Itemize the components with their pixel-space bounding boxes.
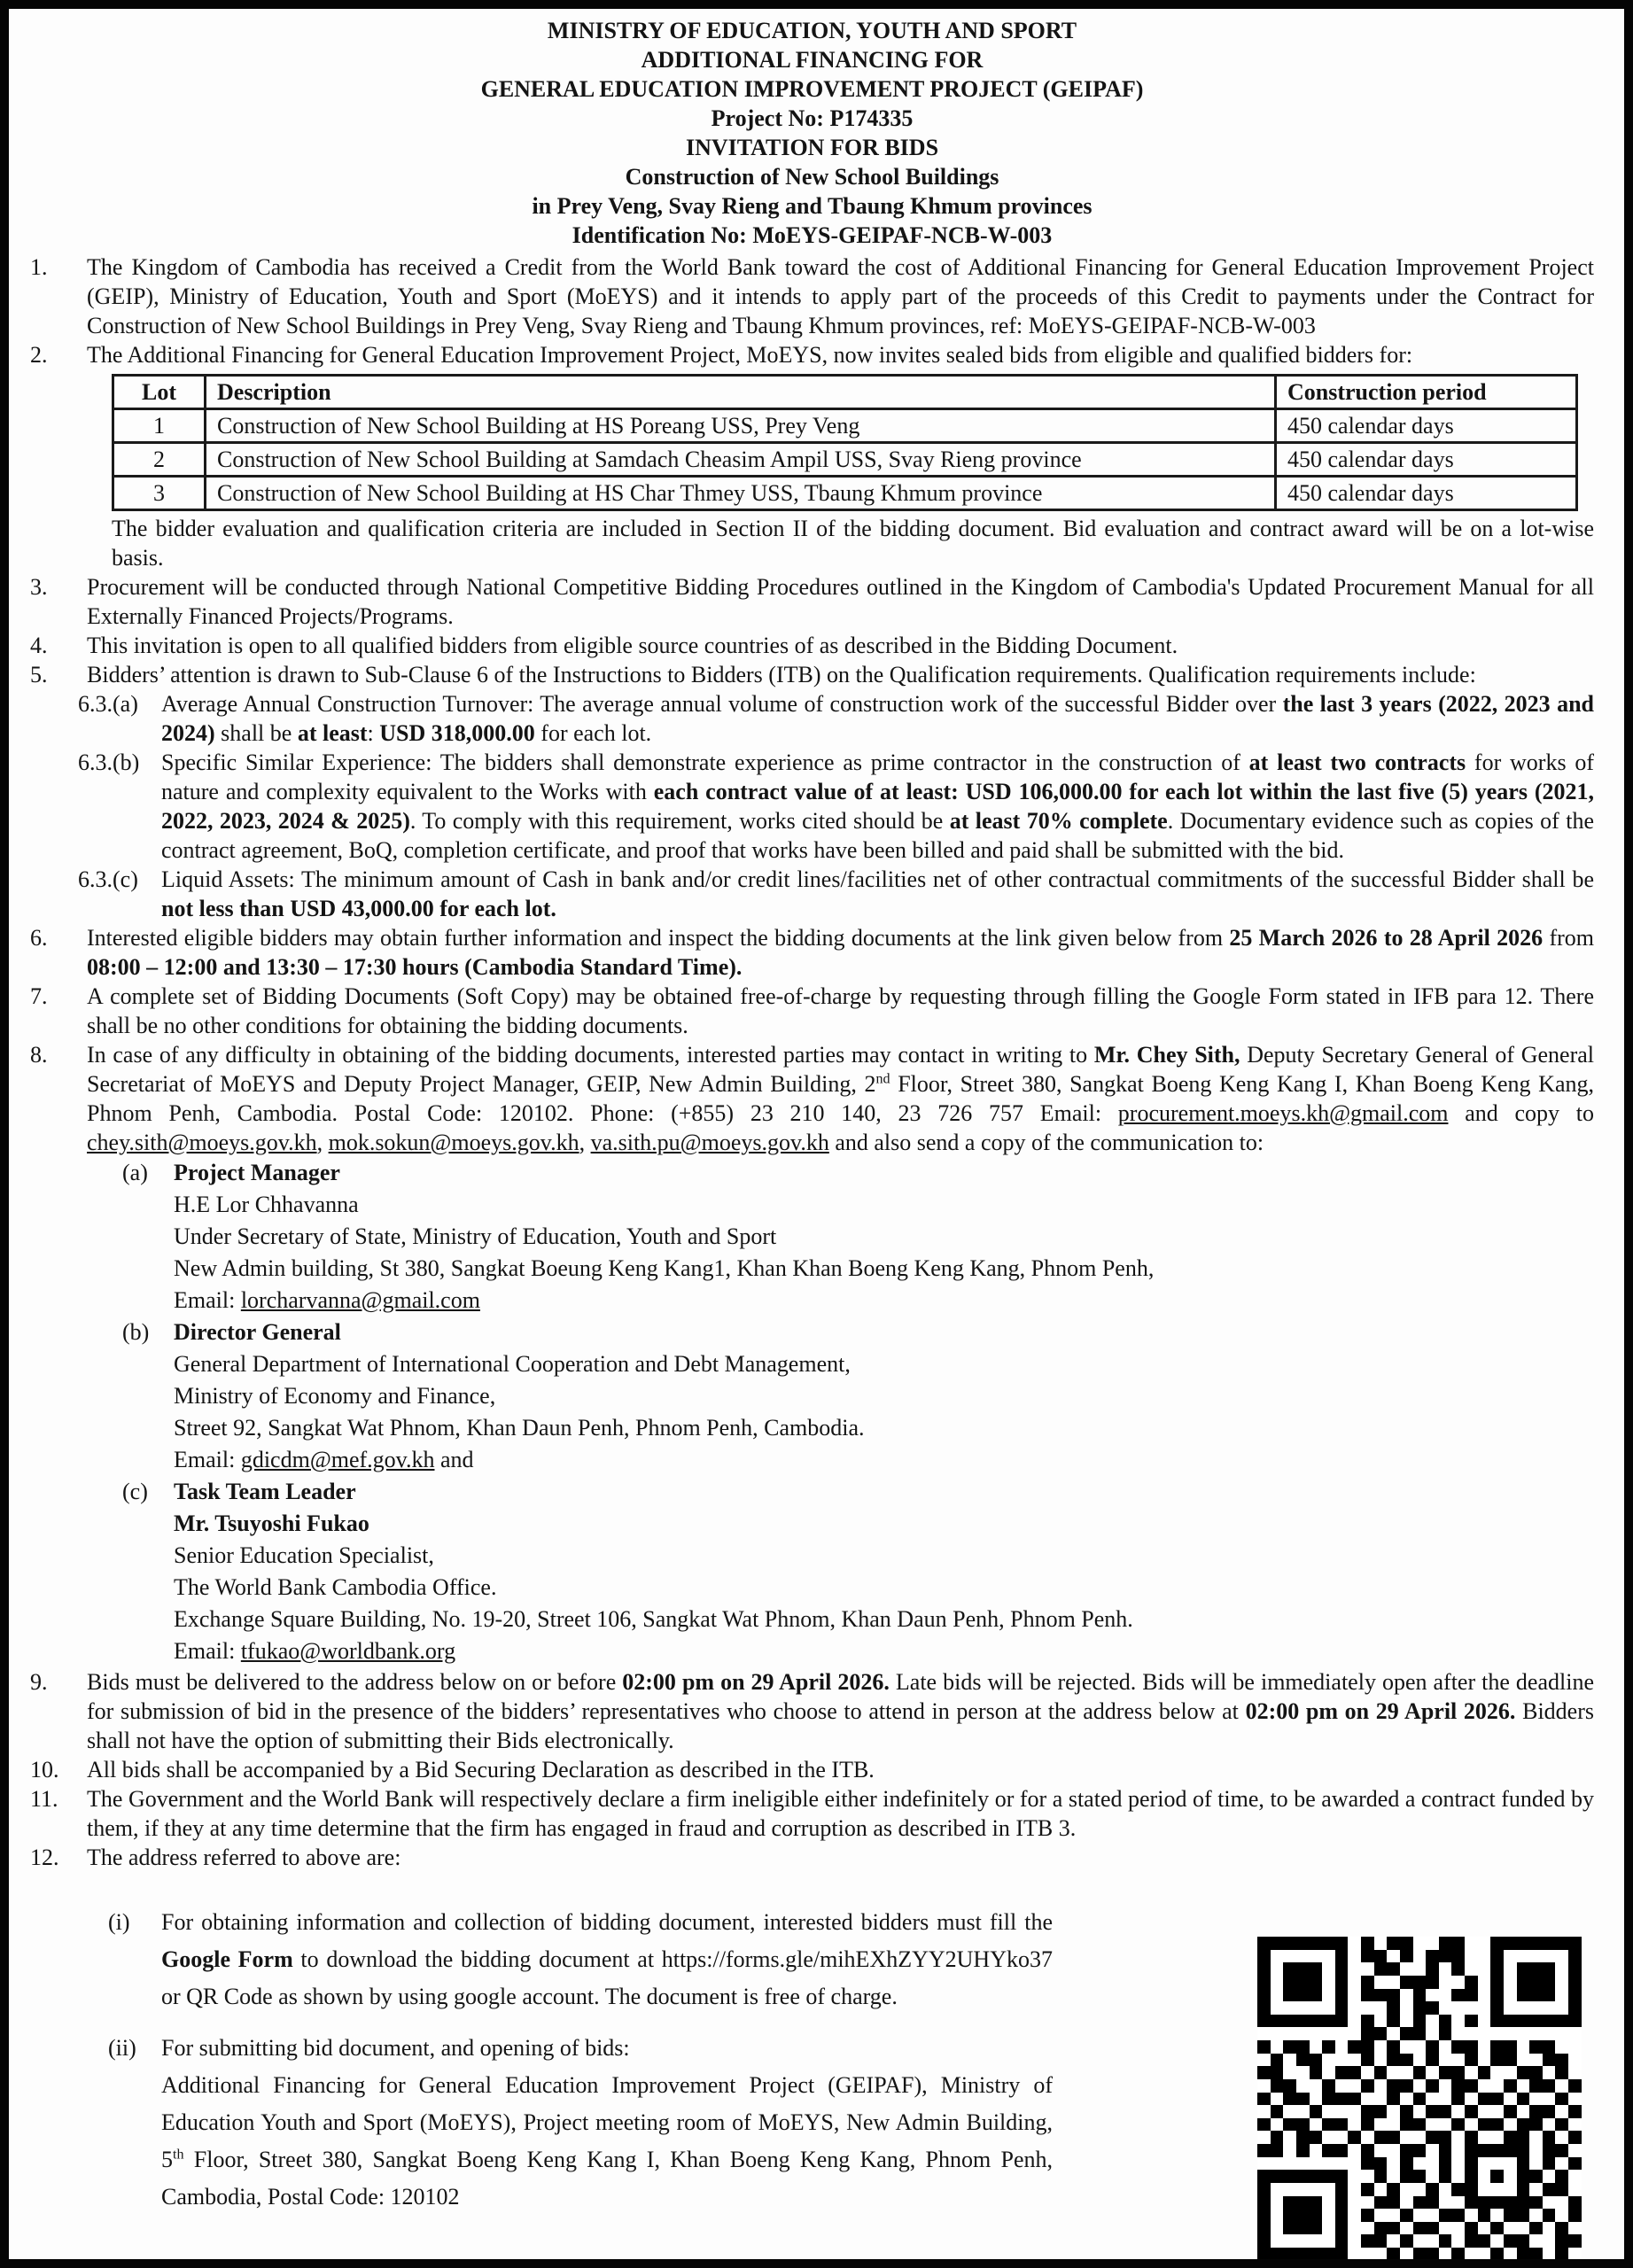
sub-item-label: (ii) bbox=[108, 2035, 136, 2061]
item-number: 12. bbox=[30, 1845, 59, 1870]
item-number: 10. bbox=[30, 1757, 59, 1783]
numbered-item-5 bbox=[30, 660, 1594, 689]
table-header-description: Description bbox=[206, 376, 1276, 409]
contact-line: Email: lorcharvanna@gmail.com bbox=[174, 1287, 480, 1313]
sub-item-body bbox=[161, 2030, 1053, 2216]
qualification-item-63c bbox=[78, 865, 1594, 923]
numbered-item-7 bbox=[30, 982, 1594, 1040]
contact-block-project-manager bbox=[122, 1157, 1594, 1317]
item-number: 2. bbox=[30, 342, 48, 368]
contact-body bbox=[174, 1317, 1594, 1476]
contact-line: Exchange Square Building, No. 19-20, Street 106, Sangkat Wat Phnom, Khan Daun Penh, Phnom Penh. bbox=[174, 1606, 1133, 1632]
item-text: The Government and the World Bank will respectively declare a firm ineligible either indefinitely or for a stated period of time, to be awarded a contract funded by them, if they at any time determine that the firm has engaged in fraud and corruption as described in ITB 3. bbox=[87, 1786, 1594, 1841]
qualification-item-63b bbox=[78, 748, 1594, 865]
contact-line: Mr. Tsuyoshi Fukao bbox=[174, 1511, 369, 1536]
title-line-provinces: in Prey Veng, Svay Rieng and Tbaung Khmum provinces bbox=[532, 193, 1093, 219]
title-line-construction: Construction of New School Buildings bbox=[625, 164, 999, 190]
table-cell-period: 450 calendar days bbox=[1276, 409, 1577, 443]
table-row bbox=[113, 443, 1577, 477]
numbered-item-4 bbox=[30, 631, 1594, 660]
contact-line: H.E Lor Chhavanna bbox=[174, 1192, 359, 1217]
item-number: 6. bbox=[30, 925, 48, 951]
contact-label: (a) bbox=[122, 1160, 148, 1185]
item-text: Liquid Assets: The minimum amount of Cash in bank and/or credit lines/facilities net of other contractual commitments of the successful Bidder shall be not less than USD 43,000.00 for each lot. bbox=[161, 866, 1594, 921]
document-title-block bbox=[30, 16, 1594, 250]
sub-item-address: Additional Financing for General Education Improvement Project (GEIPAF), Ministry of Education Youth and Sport (MoEYS), Project meeting room of MoEYS, New Admin Building, 5th Floor, Street 380, Sangkat Boeng Keng Kang I, Khan Boeng Keng Kang, Phnom Penh, Cambodia, Postal Code: 120102 bbox=[161, 2072, 1053, 2210]
table-cell-description: Construction of New School Building at HS Poreang USS, Prey Veng bbox=[206, 409, 1276, 443]
contact-line: The World Bank Cambodia Office. bbox=[174, 1574, 497, 1600]
contact-line: New Admin building, St 380, Sangkat Boeung Keng Kang1, Khan Khan Boeng Keng Kang, Phnom Penh, bbox=[174, 1255, 1155, 1281]
title-line-identification-no: Identification No: MoEYS-GEIPAF-NCB-W-003 bbox=[572, 222, 1053, 248]
table-header-row bbox=[113, 376, 1577, 409]
item-number: 6.3.(c) bbox=[78, 866, 138, 892]
contact-line: General Department of International Cooperation and Debt Management, bbox=[174, 1351, 851, 1377]
table-note: The bidder evaluation and qualification criteria are included in Section II of the bidding document. Bid evaluation and contract award will be on a lot-wise basis. bbox=[112, 516, 1594, 571]
numbered-item-6 bbox=[30, 923, 1594, 982]
title-line-additional-financing: ADDITIONAL FINANCING FOR bbox=[641, 47, 984, 73]
contact-body bbox=[174, 1476, 1594, 1667]
item-text: The Kingdom of Cambodia has received a Credit from the World Bank toward the cost of Additional Financing for General Education Improvement Project (GEIP), Ministry of Education, Youth and Sport (MoEYS) and it intends to apply part of the proceeds of this Credit to payments under the Contract for Construction of New School Buildings in Prey Veng, Svay Rieng and Tbaung Khmum provinces, ref: MoEYS-GEIPAF-NCB-W-003 bbox=[87, 254, 1594, 338]
contact-line: Email: tfukao@worldbank.org bbox=[174, 1638, 456, 1664]
sub-item-text: For obtaining information and collection of bidding document, interested bidders must fill the Google Form to download the bidding document at https://forms.gle/mihEXhZYY2UHYko37 or QR Code as shown by using google account. The document is free of charge. bbox=[161, 1909, 1053, 2009]
item-number: 7. bbox=[30, 983, 48, 1009]
contact-body bbox=[174, 1157, 1594, 1317]
item-number: 1. bbox=[30, 254, 48, 280]
title-line-ministry: MINISTRY OF EDUCATION, YOUTH AND SPORT bbox=[547, 18, 1077, 43]
contact-title: Project Manager bbox=[174, 1160, 340, 1185]
contact-block-director-general bbox=[122, 1317, 1594, 1476]
item-text: In case of any difficulty in obtaining of the bidding documents, interested parties may contact in writing to Mr. Chey Sith, Deputy Secretary General of General Secretariat of MoEYS and Deputy Project Manager, GEIP, New Admin Building, 2nd Floor, Street 380, Sangkat Boeng Keng Kang I, Khan Boeng Keng Kang, Phnom Penh, Cambodia. Postal Code: 120102. Phone: (+855) 23 210 140, 23 726 757 Email: procurement.moeys.kh@gmail.com and copy to chey.sith@moeys.gov.kh, mok.sokun@moeys.gov.kh, va.sith.pu@moeys.gov.kh and also send a copy of the communication to: bbox=[87, 1042, 1594, 1155]
table-row bbox=[113, 477, 1577, 510]
contact-title: Director General bbox=[174, 1319, 341, 1345]
sub-item-label: (i) bbox=[108, 1909, 130, 1935]
table-header-construction-period: Construction period bbox=[1276, 376, 1577, 409]
item-text: All bids shall be accompanied by a Bid Securing Declaration as described in the ITB. bbox=[87, 1757, 875, 1783]
lots-table bbox=[112, 374, 1578, 511]
title-line-project-no: Project No: P174335 bbox=[711, 105, 914, 131]
item-text: Specific Similar Experience: The bidders shall demonstrate experience as prime contractor in the construction of at least two contracts for works of nature and complexity equivalent to the Works with each contract value of at least: USD 106,000.00 for each lot within the last five (5) years (2021, 2022, 2023, 2024 & 2025). To comply with this requirement, works cited should be at least 70% complete. Documentary evidence such as copies of the contract agreement, BoQ, completion certificate, and proof that works have been billed and paid shall be submitted with the bid. bbox=[161, 750, 1594, 863]
item-text: Procurement will be conducted through National Competitive Bidding Procedures outlined in the Kingdom of Cambodia's Updated Procurement Manual for all Externally Financed Projects/Programs. bbox=[87, 574, 1594, 629]
contact-block-task-team-leader bbox=[122, 1476, 1594, 1667]
item-text: A complete set of Bidding Documents (Soft Copy) may be obtained free-of-charge by requesting through filling the Google Form stated in IFB para 12. There shall be no other conditions for obtaining the bidding documents. bbox=[87, 983, 1594, 1038]
contact-line: Street 92, Sangkat Wat Phnom, Khan Daun Penh, Phnom Penh, Cambodia. bbox=[174, 1415, 865, 1441]
item-text: The Additional Financing for General Education Improvement Project, MoEYS, now invites sealed bids from eligible and qualified bidders for: bbox=[87, 342, 1413, 368]
item-number: 5. bbox=[30, 662, 48, 687]
sub-item-ii bbox=[108, 2030, 1053, 2216]
contact-title: Task Team Leader bbox=[174, 1479, 356, 1504]
item-number: 9. bbox=[30, 1669, 48, 1695]
sub-item-i bbox=[108, 1904, 1053, 2016]
contact-line: Ministry of Economy and Finance, bbox=[174, 1383, 496, 1409]
contact-label: (b) bbox=[122, 1319, 150, 1345]
item-number: 4. bbox=[30, 633, 48, 658]
numbered-item-9 bbox=[30, 1667, 1594, 1755]
item-number: 8. bbox=[30, 1042, 48, 1068]
contact-line: Under Secretary of State, Ministry of Education, Youth and Sport bbox=[174, 1223, 777, 1249]
numbered-item-1 bbox=[30, 252, 1594, 340]
item-number: 6.3.(a) bbox=[78, 691, 138, 717]
item-text: This invitation is open to all qualified bidders from eligible source countries of as described in the Bidding Document. bbox=[87, 633, 1178, 658]
contact-line: Senior Education Specialist, bbox=[174, 1542, 434, 1568]
table-cell-lot: 1 bbox=[113, 409, 206, 443]
item-number: 11. bbox=[30, 1786, 58, 1812]
title-line-invitation: INVITATION FOR BIDS bbox=[685, 135, 939, 160]
item-text: The address referred to above are: bbox=[87, 1845, 401, 1870]
contact-label: (c) bbox=[122, 1479, 148, 1504]
qr-code bbox=[1257, 1937, 1582, 2261]
table-header-lot: Lot bbox=[113, 376, 206, 409]
item-text: Average Annual Construction Turnover: The average annual volume of construction work of the successful Bidder over the last 3 years (2022, 2023 and 2024) shall be at least: USD 318,000.00 for each lot. bbox=[161, 691, 1594, 746]
table-cell-period: 450 calendar days bbox=[1276, 477, 1577, 510]
numbered-item-10 bbox=[30, 1755, 1594, 1784]
item-number: 6.3.(b) bbox=[78, 750, 140, 775]
numbered-item-11 bbox=[30, 1784, 1594, 1843]
item-text: Bidders’ attention is drawn to Sub-Clause 6 of the Instructions to Bidders (ITB) on the Qualification requirements. Qualification requirements include: bbox=[87, 662, 1476, 687]
item-text: Interested eligible bidders may obtain further information and inspect the bidding documents at the link given below from 25 March 2026 to 28 April 2026 from 08:00 – 12:00 and 13:30 – 17:30 hours (Cambodia Standard Time). bbox=[87, 925, 1595, 980]
table-cell-description: Construction of New School Building at Samdach Cheasim Ampil USS, Svay Rieng province bbox=[206, 443, 1276, 477]
numbered-item-8 bbox=[30, 1040, 1594, 1157]
item-text: Bids must be delivered to the address below on or before 02:00 pm on 29 April 2026. Late bids will be rejected. Bids will be immediately open after the deadline for submission of bid in the presence of the bidders’ representatives who choose to attend in person at the address below at 02:00 pm on 29 April 2026. Bidders shall not have the option of submitting their Bids electronically. bbox=[87, 1669, 1594, 1753]
numbered-item-12 bbox=[30, 1843, 1594, 1872]
numbered-item-3 bbox=[30, 572, 1594, 631]
table-cell-description: Construction of New School Building at HS Char Thmey USS, Tbaung Khmum province bbox=[206, 477, 1276, 510]
lots-table-wrapper bbox=[112, 374, 1594, 511]
title-line-project-name: GENERAL EDUCATION IMPROVEMENT PROJECT (GEIPAF) bbox=[480, 76, 1144, 102]
table-cell-period: 450 calendar days bbox=[1276, 443, 1577, 477]
table-cell-lot: 2 bbox=[113, 443, 206, 477]
contact-line: Email: gdicdm@mef.gov.kh and bbox=[174, 1447, 474, 1472]
table-row bbox=[113, 409, 1577, 443]
qualification-item-63a bbox=[78, 689, 1594, 748]
sub-item-text: For submitting bid document, and opening of bids: bbox=[161, 2035, 630, 2061]
item-number: 3. bbox=[30, 574, 48, 600]
numbered-item-2 bbox=[30, 340, 1594, 369]
table-cell-lot: 3 bbox=[113, 477, 206, 510]
